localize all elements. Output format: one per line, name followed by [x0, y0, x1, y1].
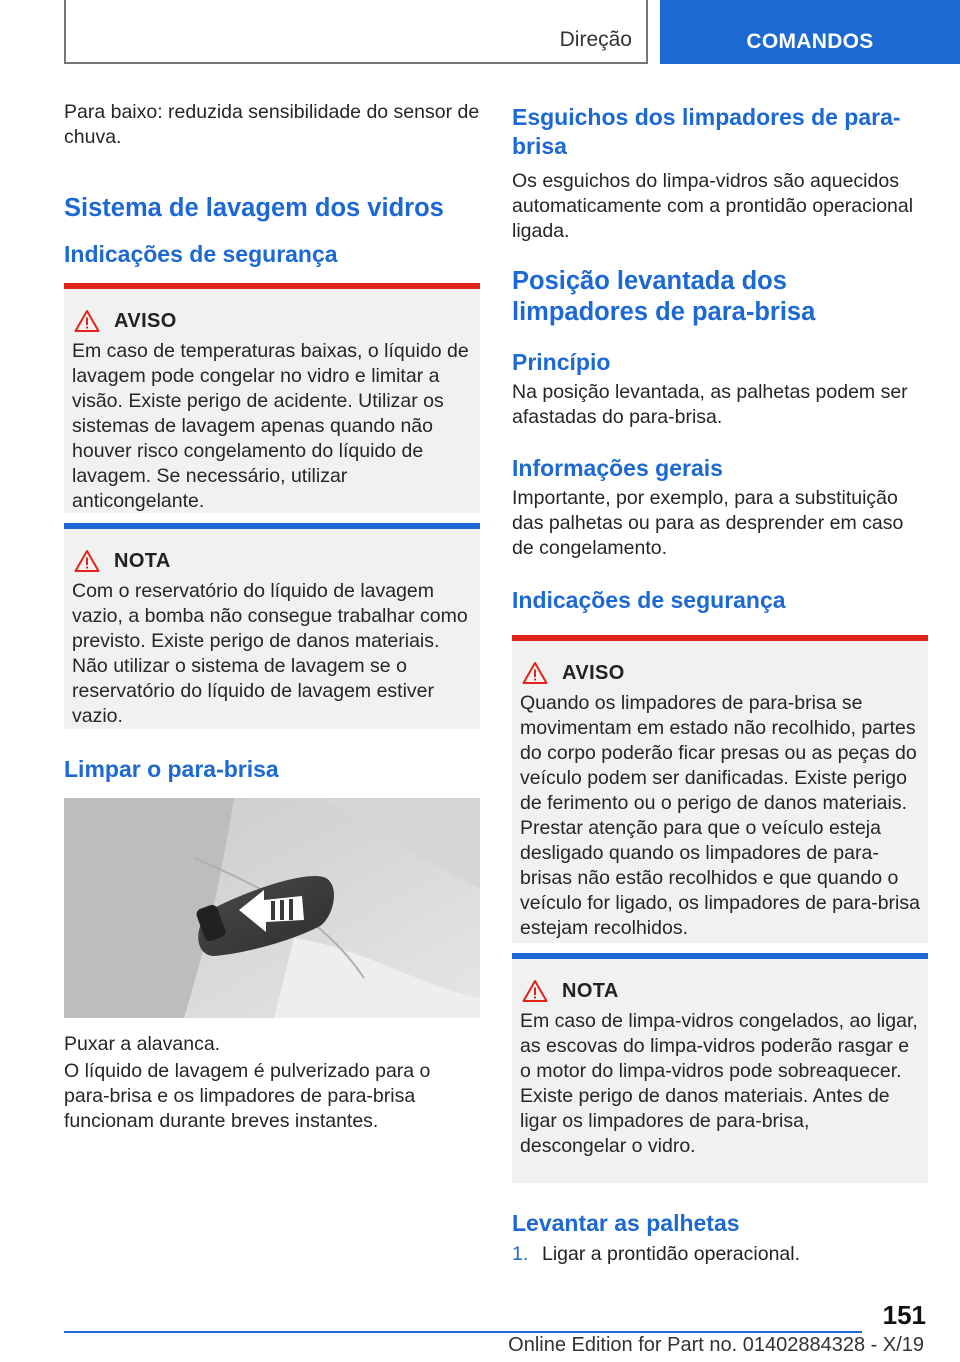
heading-washer-jets: Esguichos dos limpadores de para-brisa: [512, 104, 901, 159]
principle-text: Na posição levantada, as palhetas podem ser afastadas do para-brisa.: [512, 381, 908, 428]
note-title: NOTA: [114, 549, 171, 572]
header-section-title: Direção: [559, 28, 632, 51]
note-box-header: [74, 549, 472, 573]
footer-edition: Online Edition for Part no. 01402884328 - X/19: [508, 1334, 924, 1356]
warning-box-right: [512, 635, 928, 943]
pull-lever-text: Puxar a alavanca.: [64, 1033, 221, 1055]
heading-clean-windshield: Limpar o para-brisa: [64, 756, 279, 782]
warning-triangle-icon: [74, 309, 100, 333]
heading-washer-system: Sistema de lavagem dos vidros: [64, 194, 444, 222]
note-text-right: Em caso de limpa-vidros congelados, ao ligar, as escovas do limpa-vidros poderão rasgar e o motor do limpa-vidros pode sobreaquecer. Existe perigo de danos materiais. Antes de ligar os limpadores de para-brisa, descongelar o vidro.: [520, 1010, 918, 1157]
step-text: Ligar a prontidão operacional.: [542, 1243, 801, 1265]
warning-text-right: Quando os limpadores de para-brisa se movimentam em estado não recolhido, partes do corpo poderão ficar presas ou as peças do veículo podem ser danificadas. Existe perigo de ferimento ou o perigo de danos materiais. Prestar atenção para que o veículo esteja desligado quando os limpadores de para-brisas não estão recolhidos e que quando o veículo for ligado, os limpadores de para-brisa estejam recolhidos.: [520, 692, 920, 939]
warning-title: AVISO: [114, 309, 177, 332]
header-chapter-tab: COMANDOS: [660, 0, 960, 64]
note-title-right: NOTA: [562, 979, 619, 1002]
left-column: [64, 100, 480, 1134]
step-item: [512, 1242, 928, 1267]
note-box: [64, 523, 480, 729]
washer-jets-text: Os esguichos do limpa-vidros são aquecidos automaticamente com a prontidão operacional ligada.: [512, 170, 914, 242]
warning-box-right-header: [522, 661, 920, 685]
warning-text: Em caso de temperaturas baixas, o líquido de lavagem pode congelar no vidro e limitar a visão. Existe perigo de acidente. Utilizar os sistemas de lavagem apenas quando não houver risco congelamento do líquido de lavagem. Se necessário, utilizar anticongelante.: [72, 340, 469, 512]
header-frame: [64, 0, 648, 64]
warning-triangle-icon: [74, 549, 100, 573]
warning-title-right: AVISO: [562, 661, 625, 684]
heading-general-info: Informações gerais: [512, 455, 723, 481]
intro-paragraph: Para baixo: reduzida sensibilidade do sensor de chuva.: [64, 101, 480, 148]
footer-rule: [64, 1331, 862, 1333]
heading-lift-blades: Levantar as palhetas: [512, 1210, 740, 1236]
note-box-right: [512, 953, 928, 1183]
general-info-text: Importante, por exemplo, para a substituição das palhetas ou para as desprender em caso de congelamento.: [512, 487, 904, 559]
heading-safety-notes-right: Indicações de segurança: [512, 587, 786, 613]
heading-safety-notes: Indicações de segurança: [64, 241, 338, 267]
warning-triangle-icon: [522, 661, 548, 685]
heading-principle: Princípio: [512, 349, 611, 375]
warning-triangle-icon: [522, 979, 548, 1003]
page-number: 151: [882, 1300, 926, 1330]
right-column: [512, 100, 928, 1267]
warning-box-header: [74, 309, 472, 333]
note-box-right-header: [522, 979, 920, 1003]
wiper-lever-illustration: [64, 798, 480, 1018]
spray-description: O líquido de lavagem é pulverizado para o para-brisa e os limpadores de para-brisa funcionam durante breves instantes.: [64, 1060, 431, 1132]
step-number: 1.: [512, 1243, 529, 1265]
note-text: Com o reservatório do líquido de lavagem vazio, a bomba não consegue trabalhar como previsto. Existe perigo de danos materiais. Não utilizar o sistema de lavagem se o reservatório do líquido de lavagem estiver vazio.: [72, 580, 468, 727]
heading-raised-position: Posição levantada dos limpadores de para-brisa: [512, 267, 816, 326]
warning-box: [64, 283, 480, 513]
